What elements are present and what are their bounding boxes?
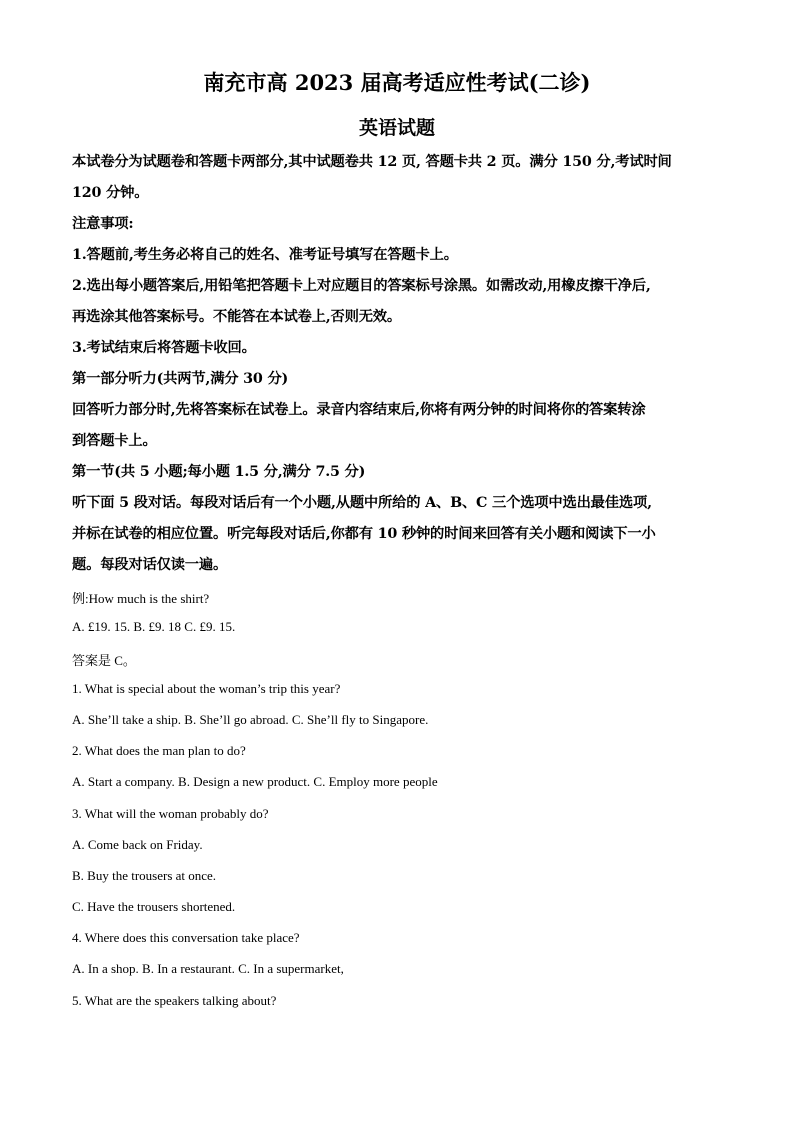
section1-instruction-line-2: 并标在试卷的相应位置。听完每段对话后,你都有 10 秒钟的时间来回答有关小题和阅读下一小	[72, 526, 656, 542]
part1-instruction-line-1: 回答听力部分时,先将答案标在试卷上。录音内容结束后,你将有两分钟的时间将你的答案转涂	[72, 402, 646, 418]
question-1-options: A. She’ll take a ship. B. She’ll go abroad. C. She’ll fly to Singapore.	[72, 712, 429, 727]
example-options: A. £19. 15. B. £9. 18 C. £9. 15.	[72, 619, 236, 634]
section1-heading: 第一节(共 5 小题;每小题 1.5 分,满分 7.5 分)	[72, 464, 366, 480]
notice-item-3: 3.考试结束后将答题卡收回。	[72, 340, 256, 356]
intro-line-2: 120 分钟。	[72, 185, 149, 201]
question-4-options: A. In a shop. B. In a restaurant. C. In a supermarket,	[72, 961, 344, 976]
question-3-option-c: C. Have the trousers shortened.	[72, 899, 236, 914]
notice-item-1: 1.答题前,考生务必将自己的姓名、准考证号填写在答题卡上。	[72, 247, 458, 263]
question-4: 4. Where does this conversation take place?	[72, 930, 300, 945]
question-2: 2. What does the man plan to do?	[72, 743, 246, 758]
part1-heading: 第一部分听力(共两节,满分 30 分)	[72, 371, 289, 387]
question-3: 3. What will the woman probably do?	[72, 806, 269, 821]
part1-instruction-line-2: 到答题卡上。	[72, 433, 157, 449]
notice-heading: 注意事项:	[72, 216, 134, 232]
notice-item-2-line-2: 再选涂其他答案标号。不能答在本试卷上,否则无效。	[72, 309, 402, 325]
exam-subtitle: 英语试题	[358, 117, 435, 139]
question-3-option-b: B. Buy the trousers at once.	[72, 868, 217, 883]
example-answer: 答案是 C。	[72, 653, 136, 668]
section1-instruction-line-3: 题。每段对话仅读一遍。	[72, 557, 228, 573]
question-5: 5. What are the speakers talking about?	[72, 993, 277, 1008]
notice-item-2-line-1: 2.选出每小题答案后,用铅笔把答题卡上对应题目的答案标号涂黑。如需改动,用橡皮擦干净后,	[72, 278, 651, 294]
intro-line-1: 本试卷分为试题卷和答题卡两部分,其中试题卷共 12 页, 答题卡共 2 页。满分 150 分,考试时间	[72, 154, 672, 170]
question-1: 1. What is special about the woman’s trip this year?	[72, 681, 341, 696]
question-2-options: A. Start a company. B. Design a new product. C. Employ more people	[72, 774, 438, 789]
section1-instruction-line-1: 听下面 5 段对话。每段对话后有一个小题,从题中所给的 A、B、C 三个选项中选出最佳选项,	[72, 495, 652, 511]
exam-title: 南充市高 2023 届高考适应性考试(二诊)	[203, 70, 591, 95]
question-3-option-a: A. Come back on Friday.	[72, 837, 203, 852]
example-question: 例:How much is the shirt?	[72, 591, 210, 606]
